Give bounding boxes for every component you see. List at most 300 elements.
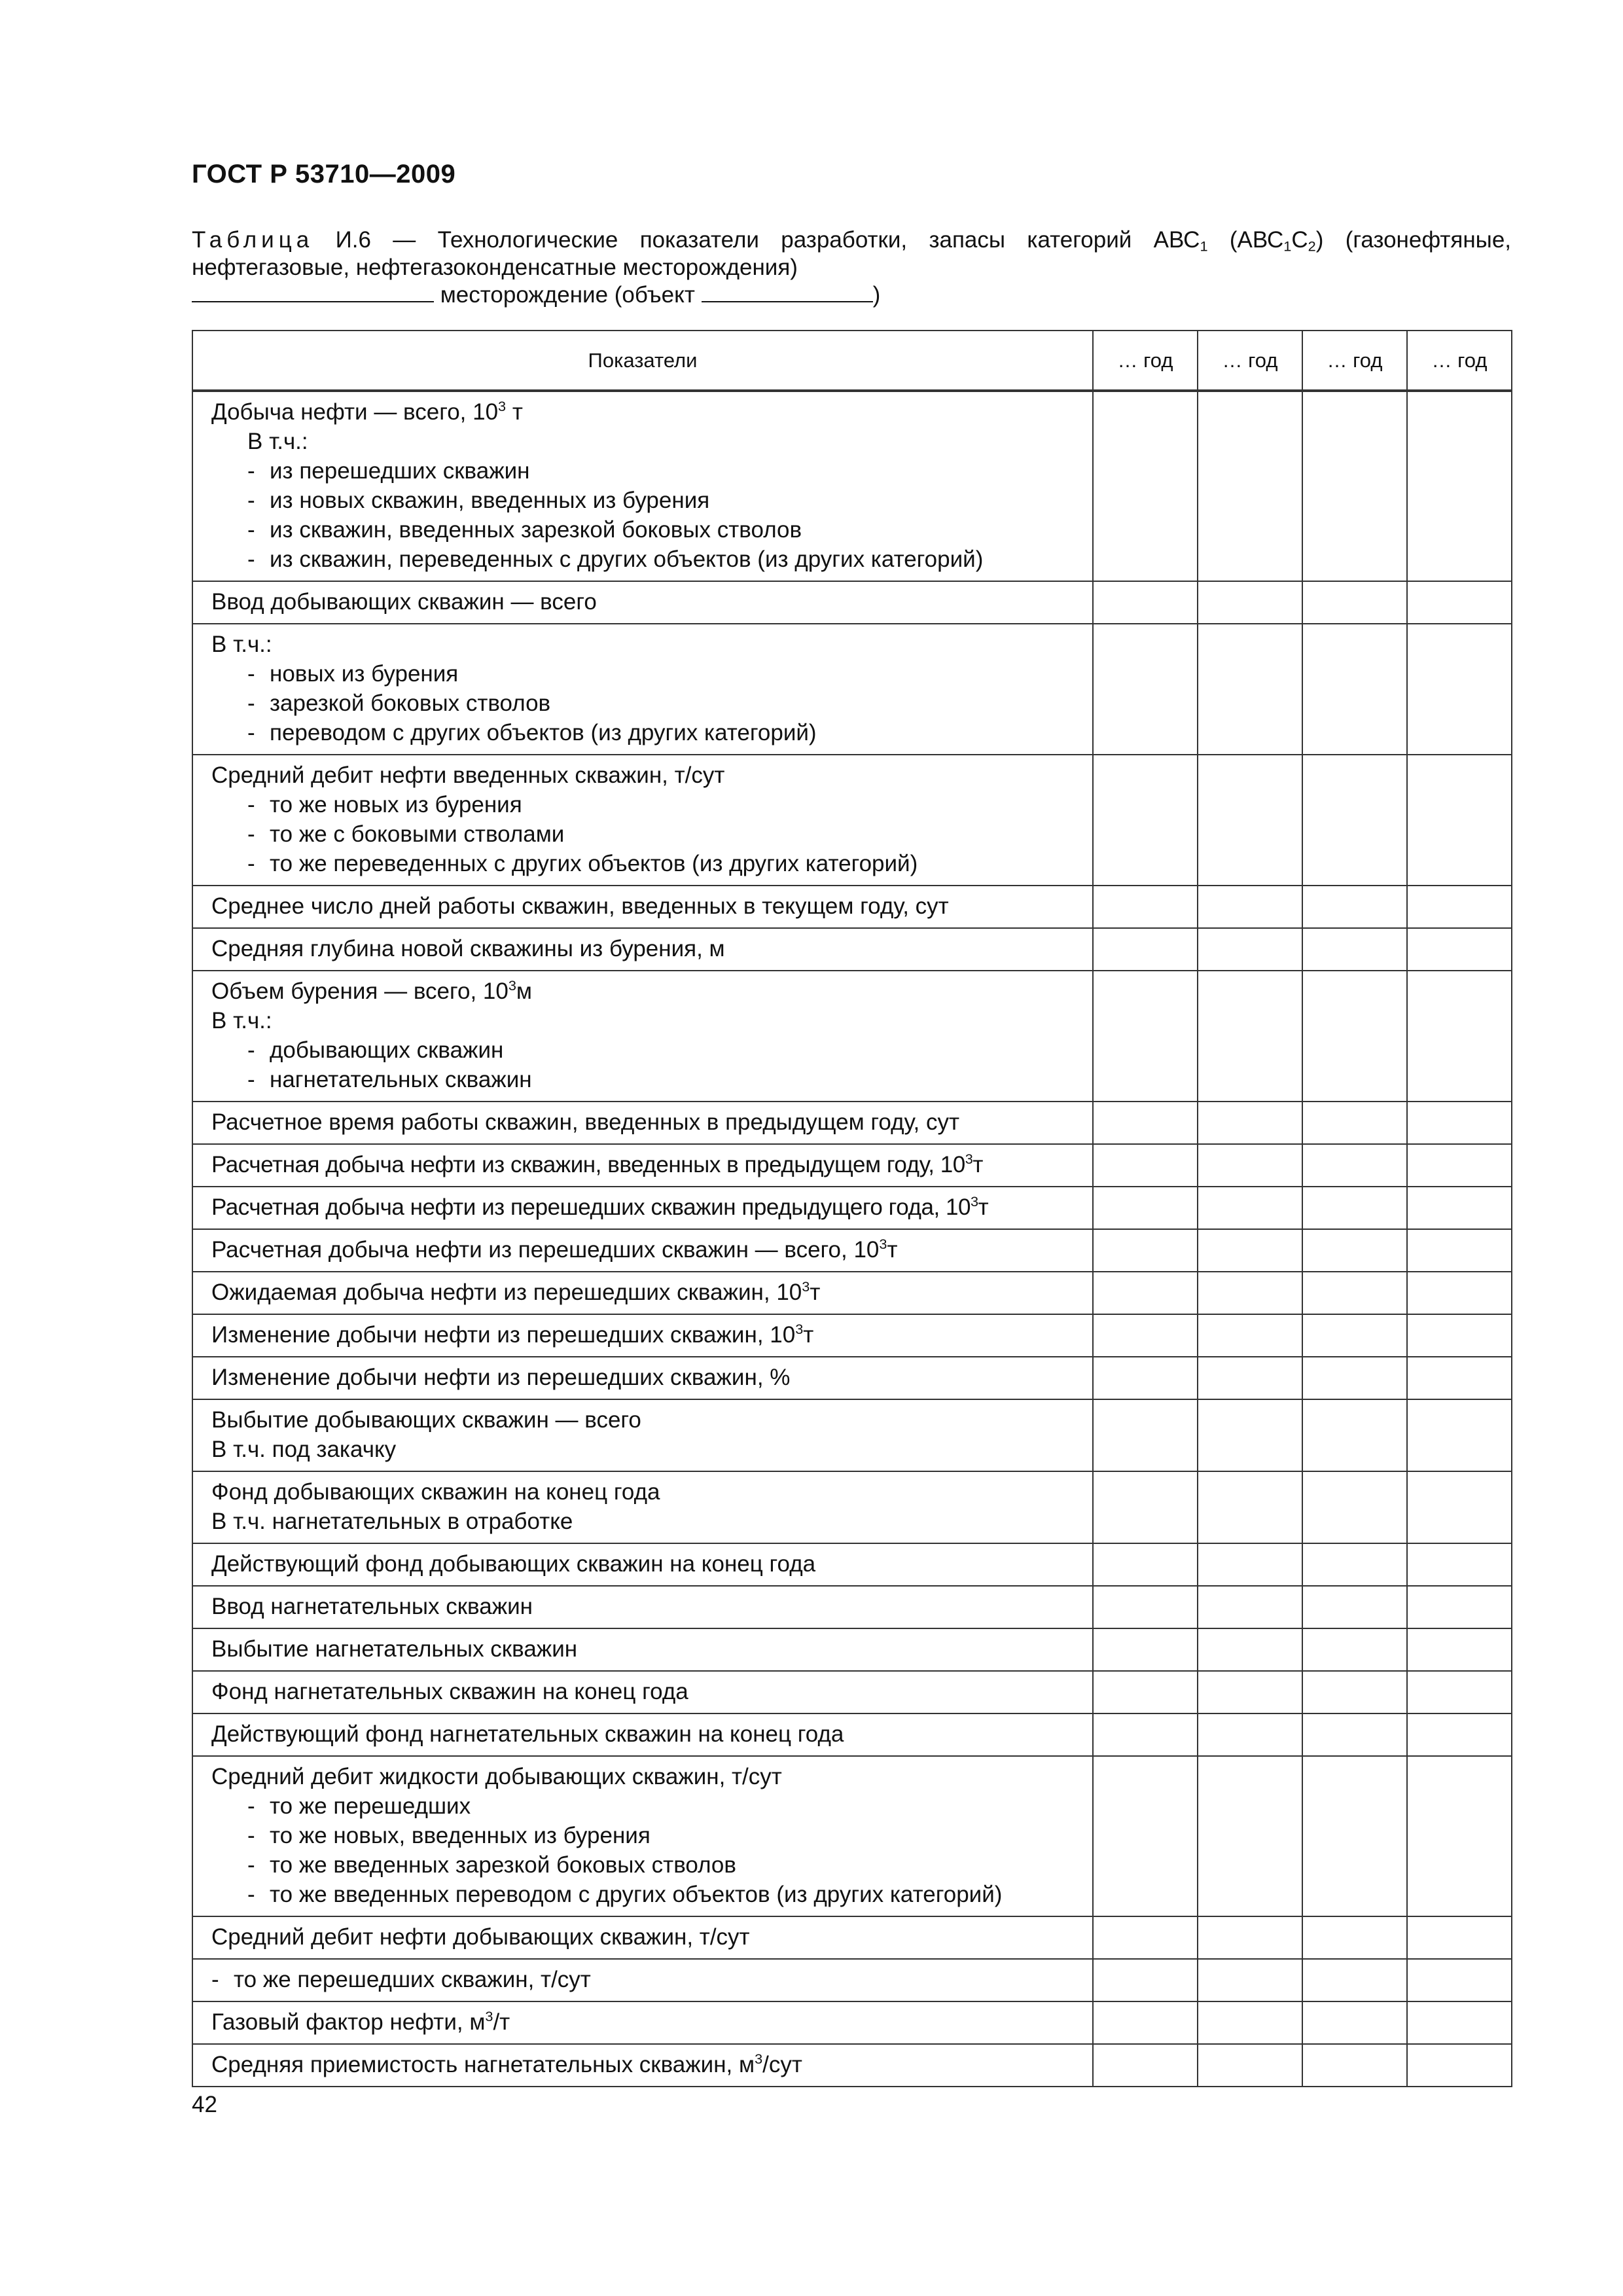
year-value-cell-2[interactable] xyxy=(1198,2001,1302,2044)
indicator-line xyxy=(211,1762,1092,1791)
year-value-cell-3[interactable] xyxy=(1302,2001,1407,2044)
year-value-cell-2[interactable] xyxy=(1198,1229,1302,1272)
indicator-line-text: из скважин, переведенных с других объектов (из других категорий) xyxy=(270,547,984,572)
indicator-cell xyxy=(192,1959,1093,2001)
year-value-cell-4[interactable] xyxy=(1407,1357,1512,1399)
indicator-line xyxy=(211,1150,1092,1179)
indicator-text xyxy=(193,1102,1092,1143)
table-row xyxy=(192,1471,1512,1543)
caption-field-label: месторождение (объект xyxy=(440,282,695,308)
table-row xyxy=(192,1586,1512,1628)
year-value-cell-1[interactable] xyxy=(1093,2001,1198,2044)
indicator-text xyxy=(193,624,1092,754)
indicator-line-text: то же переведенных с других объектов (из других категорий) xyxy=(270,851,918,876)
unit-suffix: /сут xyxy=(762,2052,802,2077)
indicator-cell xyxy=(192,581,1093,624)
year-value-cell-1[interactable] xyxy=(1093,1314,1198,1357)
year-value-cell-2[interactable] xyxy=(1198,1357,1302,1399)
year-value-cell-4[interactable] xyxy=(1407,971,1512,1102)
year-value-cell-4[interactable] xyxy=(1407,1543,1512,1586)
year-value-cell-2[interactable] xyxy=(1198,1543,1302,1586)
year-value-cell-1[interactable] xyxy=(1093,1102,1198,1144)
indicator-line xyxy=(211,761,1092,790)
year-value-cell-3[interactable] xyxy=(1302,886,1407,928)
year-value-cell-4[interactable] xyxy=(1407,391,1512,581)
indicator-line-text: В т.ч.: xyxy=(247,429,308,454)
caption-sub-1: 1 xyxy=(1200,238,1208,255)
year-value-cell-2[interactable] xyxy=(1198,1959,1302,2001)
year-value-cell-3[interactable] xyxy=(1302,2044,1407,2087)
object-name-blank[interactable] xyxy=(702,281,873,302)
unit-superscript: 3 xyxy=(498,397,507,414)
year-value-cell-2[interactable] xyxy=(1198,391,1302,581)
year-value-cell-3[interactable] xyxy=(1302,1543,1407,1586)
indicator-line-text: В т.ч. нагнетательных в отработке xyxy=(211,1509,573,1534)
indicator-line-text: В т.ч.: xyxy=(211,632,272,657)
year-value-cell-4[interactable] xyxy=(1407,1102,1512,1144)
year-value-cell-3[interactable] xyxy=(1302,391,1407,581)
indicator-line xyxy=(211,456,1092,486)
year-value-cell-3[interactable] xyxy=(1302,1357,1407,1399)
year-value-cell-4[interactable] xyxy=(1407,1471,1512,1543)
indicator-line xyxy=(211,486,1092,515)
indicator-cell xyxy=(192,1144,1093,1187)
year-value-cell-1[interactable] xyxy=(1093,2044,1198,2087)
table-row xyxy=(192,1187,1512,1229)
year-value-cell-4[interactable] xyxy=(1407,1713,1512,1756)
indicator-line xyxy=(211,515,1092,545)
indicator-cell xyxy=(192,1471,1093,1543)
table-row xyxy=(192,971,1512,1102)
year-value-cell-3[interactable] xyxy=(1302,1102,1407,1144)
indicator-line xyxy=(211,1363,1092,1392)
unit-suffix: /т xyxy=(493,2009,510,2035)
year-value-cell-3[interactable] xyxy=(1302,1586,1407,1628)
year-value-cell-2[interactable] xyxy=(1198,1102,1302,1144)
indicators-table xyxy=(192,330,1512,2087)
indicator-line-text: В т.ч.: xyxy=(211,1008,272,1033)
indicator-text xyxy=(193,1272,1092,1314)
table-row xyxy=(192,1102,1512,1144)
year-value-cell-1[interactable] xyxy=(1093,391,1198,581)
indicator-line xyxy=(211,1922,1092,1952)
unit-superscript: 3 xyxy=(965,1150,973,1167)
table-row xyxy=(192,1543,1512,1586)
indicator-line-text: зарезкой боковых стволов xyxy=(270,691,551,716)
unit-superscript: 3 xyxy=(485,2007,493,2024)
indicator-line xyxy=(211,891,1092,921)
indicator-line-text: Среднее число дней работы скважин, введенных в текущем году, сут xyxy=(211,893,949,919)
column-header-year-2: … год xyxy=(1198,331,1302,391)
indicator-text xyxy=(193,1672,1092,1713)
table-row xyxy=(192,1357,1512,1399)
year-value-cell-4[interactable] xyxy=(1407,1756,1512,1916)
year-value-cell-2[interactable] xyxy=(1198,1144,1302,1187)
indicator-text xyxy=(193,1400,1092,1471)
indicator-line-text: из новых скважин, введенных из бурения xyxy=(270,488,710,513)
table-row xyxy=(192,1713,1512,1756)
year-value-cell-1[interactable] xyxy=(1093,1229,1198,1272)
indicator-text xyxy=(193,1917,1092,1958)
indicator-line xyxy=(211,2007,1092,2037)
indicator-text xyxy=(193,1757,1092,1916)
indicator-line xyxy=(211,1677,1092,1706)
year-value-cell-4[interactable] xyxy=(1407,2001,1512,2044)
year-value-cell-3[interactable] xyxy=(1302,1272,1407,1314)
page-number: 42 xyxy=(192,2092,217,2117)
indicator-line-text: из скважин, введенных зарезкой боковых стволов xyxy=(270,517,802,543)
year-value-cell-3[interactable] xyxy=(1302,1187,1407,1229)
unit-superscript: 3 xyxy=(795,1320,804,1337)
year-value-cell-3[interactable] xyxy=(1302,1399,1407,1471)
indicator-text xyxy=(193,1230,1092,1271)
indicator-line xyxy=(211,977,1092,1006)
indicator-cell xyxy=(192,1102,1093,1144)
indicator-line xyxy=(211,689,1092,718)
year-value-cell-4[interactable] xyxy=(1407,581,1512,624)
unit-suffix: т xyxy=(803,1322,814,1348)
indicator-cell xyxy=(192,1628,1093,1671)
indicator-cell xyxy=(192,1272,1093,1314)
indicator-line-text: переводом с других объектов (из других категорий) xyxy=(270,720,817,745)
indicator-cell xyxy=(192,928,1093,971)
indicator-text xyxy=(193,929,1092,970)
year-value-cell-3[interactable] xyxy=(1302,1959,1407,2001)
year-value-cell-1[interactable] xyxy=(1093,1628,1198,1671)
indicator-cell xyxy=(192,1187,1093,1229)
year-value-cell-2[interactable] xyxy=(1198,1756,1302,1916)
indicator-line xyxy=(211,1035,1092,1065)
indicator-line-text: Средний дебит нефти введенных скважин, т/сут xyxy=(211,762,725,788)
year-value-cell-3[interactable] xyxy=(1302,971,1407,1102)
year-value-cell-3[interactable] xyxy=(1302,755,1407,886)
indicator-text xyxy=(193,1587,1092,1628)
indicator-line xyxy=(211,1477,1092,1507)
table-row xyxy=(192,755,1512,886)
year-value-cell-1[interactable] xyxy=(1093,1756,1198,1916)
indicator-text xyxy=(193,1357,1092,1399)
unit-suffix: м xyxy=(516,978,532,1004)
indicator-line-text: то же перешедших xyxy=(270,1793,471,1819)
year-value-cell-1[interactable] xyxy=(1093,1543,1198,1586)
indicator-text xyxy=(193,1629,1092,1670)
year-value-cell-3[interactable] xyxy=(1302,1144,1407,1187)
document-code: ГОСТ Р 53710—2009 xyxy=(192,160,456,188)
indicator-line-text: то же введенных зарезкой боковых стволов xyxy=(270,1852,736,1878)
indicator-line-text: Средняя приемистость нагнетательных скважин, м xyxy=(211,2052,755,2077)
year-value-cell-2[interactable] xyxy=(1198,1671,1302,1713)
table-row xyxy=(192,1756,1512,1916)
indicator-line-text: Ожидаемая добыча нефти из перешедших скважин, 10 xyxy=(211,1280,802,1305)
year-value-cell-3[interactable] xyxy=(1302,1713,1407,1756)
indicator-cell xyxy=(192,1357,1093,1399)
year-value-cell-1[interactable] xyxy=(1093,886,1198,928)
indicator-cell xyxy=(192,886,1093,928)
indicator-cell xyxy=(192,2001,1093,2044)
indicator-line xyxy=(211,1965,1092,1994)
year-value-cell-2[interactable] xyxy=(1198,1272,1302,1314)
table-row xyxy=(192,1314,1512,1357)
year-value-cell-1[interactable] xyxy=(1093,1671,1198,1713)
indicator-cell xyxy=(192,1399,1093,1471)
indicator-cell xyxy=(192,755,1093,886)
indicator-line xyxy=(211,790,1092,819)
year-value-cell-1[interactable] xyxy=(1093,971,1198,1102)
year-value-cell-1[interactable] xyxy=(1093,1144,1198,1187)
column-header-year-1: … год xyxy=(1093,331,1198,391)
indicator-line-text: Средняя глубина новой скважины из бурения, м xyxy=(211,936,725,961)
indicator-line xyxy=(211,1549,1092,1579)
indicator-cell xyxy=(192,2044,1093,2087)
indicator-line-text: добывающих скважин xyxy=(270,1037,504,1063)
year-value-cell-3[interactable] xyxy=(1302,1314,1407,1357)
year-value-cell-1[interactable] xyxy=(1093,1586,1198,1628)
indicator-line xyxy=(211,934,1092,963)
indicator-line-text: из перешедших скважин xyxy=(270,458,530,484)
table-header-row xyxy=(192,331,1512,391)
year-value-cell-2[interactable] xyxy=(1198,886,1302,928)
indicator-line-text: Средний дебит жидкости добывающих скважин, т/сут xyxy=(211,1764,782,1789)
indicator-cell xyxy=(192,1586,1093,1628)
indicator-line-text: Расчетная добыча нефти из перешедших скважин предыдущего года, 10 xyxy=(211,1194,971,1220)
indicator-line-text: Объем бурения — всего, 10 xyxy=(211,978,508,1004)
indicator-line-text: Ввод добывающих скважин — всего xyxy=(211,589,597,615)
indicator-cell xyxy=(192,1314,1093,1357)
year-value-cell-1[interactable] xyxy=(1093,1471,1198,1543)
indicator-text xyxy=(193,1714,1092,1755)
table-row xyxy=(192,1916,1512,1959)
year-value-cell-1[interactable] xyxy=(1093,581,1198,624)
year-value-cell-4[interactable] xyxy=(1407,2044,1512,2087)
indicator-cell xyxy=(192,391,1093,581)
year-value-cell-2[interactable] xyxy=(1198,971,1302,1102)
indicator-text xyxy=(193,886,1092,927)
indicator-line-text: Расчетная добыча нефти из скважин, введенных в предыдущем году, 10 xyxy=(211,1152,965,1177)
indicator-line xyxy=(211,1719,1092,1749)
year-value-cell-2[interactable] xyxy=(1198,928,1302,971)
unit-superscript: 3 xyxy=(755,2050,763,2067)
year-value-cell-4[interactable] xyxy=(1407,1187,1512,1229)
indicator-line xyxy=(211,849,1092,878)
caption-title-d: ) (газонефтяные, xyxy=(1315,227,1512,253)
indicator-line xyxy=(211,1791,1092,1821)
indicator-text xyxy=(193,1187,1092,1229)
year-value-cell-3[interactable] xyxy=(1302,928,1407,971)
indicator-cell xyxy=(192,1713,1093,1756)
year-value-cell-4[interactable] xyxy=(1407,1229,1512,1272)
year-value-cell-2[interactable] xyxy=(1198,1471,1302,1543)
column-header-year-4: … год xyxy=(1407,331,1512,391)
indicator-cell xyxy=(192,624,1093,755)
indicator-line xyxy=(211,545,1092,574)
indicator-line xyxy=(211,1634,1092,1664)
indicator-line-text: В т.ч. под закачку xyxy=(211,1437,397,1462)
table-row xyxy=(192,1671,1512,1713)
year-value-cell-3[interactable] xyxy=(1302,1471,1407,1543)
indicator-line-text: Выбытие добывающих скважин — всего xyxy=(211,1407,641,1433)
indicator-line-text: Действующий фонд добывающих скважин на конец года xyxy=(211,1551,816,1577)
indicator-line-text: Газовый фактор нефти, м xyxy=(211,2009,486,2035)
year-value-cell-4[interactable] xyxy=(1407,1272,1512,1314)
column-header-year-3: … год xyxy=(1302,331,1407,391)
indicator-line xyxy=(211,587,1092,617)
year-value-cell-1[interactable] xyxy=(1093,1272,1198,1314)
unit-suffix: т xyxy=(887,1237,898,1263)
year-value-cell-1[interactable] xyxy=(1093,1187,1198,1229)
indicator-text xyxy=(193,2002,1092,2043)
year-value-cell-1[interactable] xyxy=(1093,755,1198,886)
indicator-line xyxy=(211,1880,1092,1909)
indicator-line-text: Действующий фонд нагнетательных скважин на конец года xyxy=(211,1721,844,1747)
indicator-line-text: Добыча нефти — всего, 10 xyxy=(211,399,499,425)
indicator-cell xyxy=(192,1916,1093,1959)
year-value-cell-4[interactable] xyxy=(1407,1586,1512,1628)
indicator-line xyxy=(211,1592,1092,1621)
year-value-cell-4[interactable] xyxy=(1407,755,1512,886)
year-value-cell-4[interactable] xyxy=(1407,886,1512,928)
year-value-cell-3[interactable] xyxy=(1302,1229,1407,1272)
unit-superscript: 3 xyxy=(971,1193,978,1210)
year-value-cell-4[interactable] xyxy=(1407,1314,1512,1357)
indicator-text xyxy=(193,392,1092,581)
field-name-blank[interactable] xyxy=(192,281,434,302)
indicator-line-text: новых из бурения xyxy=(270,661,459,687)
indicator-text xyxy=(193,1544,1092,1585)
caption-line-3 xyxy=(192,281,1511,309)
table-row xyxy=(192,1628,1512,1671)
table-row xyxy=(192,624,1512,755)
unit-suffix: т xyxy=(810,1280,821,1305)
caption-title-a: — Технологические показатели разработки, запасы категорий АВС xyxy=(393,227,1200,253)
year-value-cell-4[interactable] xyxy=(1407,624,1512,755)
table-row xyxy=(192,581,1512,624)
year-value-cell-1[interactable] xyxy=(1093,1713,1198,1756)
indicator-line xyxy=(211,1850,1092,1880)
indicator-text xyxy=(193,1145,1092,1186)
table-row xyxy=(192,2044,1512,2087)
table-row xyxy=(192,1229,1512,1272)
indicator-line-text: то же с боковыми стволами xyxy=(270,821,565,847)
indicator-text xyxy=(193,755,1092,885)
year-value-cell-4[interactable] xyxy=(1407,1959,1512,2001)
unit-suffix: т xyxy=(972,1152,983,1177)
indicator-cell xyxy=(192,1229,1093,1272)
indicator-line xyxy=(211,819,1092,849)
year-value-cell-1[interactable] xyxy=(1093,1959,1198,2001)
year-value-cell-3[interactable] xyxy=(1302,1671,1407,1713)
table-body xyxy=(192,391,1512,2087)
year-value-cell-2[interactable] xyxy=(1198,1713,1302,1756)
indicator-line xyxy=(211,2050,1092,2079)
unit-superscript: 3 xyxy=(508,977,516,994)
year-value-cell-2[interactable] xyxy=(1198,2044,1302,2087)
indicator-line xyxy=(211,718,1092,747)
year-value-cell-2[interactable] xyxy=(1198,1314,1302,1357)
year-value-cell-2[interactable] xyxy=(1198,1187,1302,1229)
year-value-cell-4[interactable] xyxy=(1407,928,1512,971)
indicator-line xyxy=(211,1320,1092,1350)
year-value-cell-2[interactable] xyxy=(1198,1916,1302,1959)
year-value-cell-1[interactable] xyxy=(1093,1916,1198,1959)
year-value-cell-4[interactable] xyxy=(1407,1628,1512,1671)
unit-suffix: т xyxy=(978,1194,989,1220)
caption-sub-2: 1 xyxy=(1283,238,1292,255)
caption-sub-3: 2 xyxy=(1308,238,1316,255)
caption-table-number: И.6 xyxy=(335,227,371,253)
year-value-cell-1[interactable] xyxy=(1093,1357,1198,1399)
indicator-text xyxy=(193,1472,1092,1543)
indicator-line xyxy=(211,427,1092,456)
indicator-line xyxy=(211,1235,1092,1265)
indicator-line-text: нагнетательных скважин xyxy=(270,1067,532,1092)
caption-title-c: С xyxy=(1291,227,1308,253)
year-value-cell-3[interactable] xyxy=(1302,1756,1407,1916)
unit-suffix: т xyxy=(506,399,523,425)
indicator-line-text: то же введенных переводом с других объектов (из других категорий) xyxy=(270,1882,1003,1907)
indicator-line-text: Изменение добычи нефти из перешедших скважин, % xyxy=(211,1365,791,1390)
unit-superscript: 3 xyxy=(802,1278,810,1295)
year-value-cell-4[interactable] xyxy=(1407,1916,1512,1959)
year-value-cell-2[interactable] xyxy=(1198,624,1302,755)
indicator-line-text: Изменение добычи нефти из перешедших скважин, 10 xyxy=(211,1322,796,1348)
indicator-cell xyxy=(192,1756,1093,1916)
indicator-text xyxy=(193,2045,1092,2086)
indicator-line xyxy=(211,1507,1092,1536)
table-row xyxy=(192,1959,1512,2001)
year-value-cell-3[interactable] xyxy=(1302,1628,1407,1671)
year-value-cell-2[interactable] xyxy=(1198,1628,1302,1671)
year-value-cell-2[interactable] xyxy=(1198,1399,1302,1471)
year-value-cell-1[interactable] xyxy=(1093,928,1198,971)
year-value-cell-2[interactable] xyxy=(1198,1586,1302,1628)
table-row xyxy=(192,1144,1512,1187)
year-value-cell-1[interactable] xyxy=(1093,624,1198,755)
caption-title-b: (АВС xyxy=(1207,227,1284,253)
table-row xyxy=(192,886,1512,928)
indicator-cell xyxy=(192,1543,1093,1586)
indicator-text xyxy=(193,1315,1092,1356)
indicator-line xyxy=(211,1821,1092,1850)
year-value-cell-2[interactable] xyxy=(1198,755,1302,886)
table-row xyxy=(192,2001,1512,2044)
year-value-cell-4[interactable] xyxy=(1407,1671,1512,1713)
column-header-indicators: Показатели xyxy=(192,331,1093,391)
table-caption xyxy=(192,226,1511,309)
table-row xyxy=(192,928,1512,971)
year-value-cell-3[interactable] xyxy=(1302,624,1407,755)
year-value-cell-4[interactable] xyxy=(1407,1144,1512,1187)
indicator-line-text: то же перешедших скважин, т/сут xyxy=(234,1967,591,1992)
indicator-line xyxy=(211,397,1092,427)
indicator-line-text: то же новых из бурения xyxy=(270,792,522,817)
indicator-cell xyxy=(192,971,1093,1102)
year-value-cell-3[interactable] xyxy=(1302,581,1407,624)
year-value-cell-3[interactable] xyxy=(1302,1916,1407,1959)
year-value-cell-4[interactable] xyxy=(1407,1399,1512,1471)
year-value-cell-2[interactable] xyxy=(1198,581,1302,624)
caption-line-1 xyxy=(192,226,1511,254)
year-value-cell-1[interactable] xyxy=(1093,1399,1198,1471)
table-row xyxy=(192,391,1512,581)
indicator-text xyxy=(193,1960,1092,2001)
unit-superscript: 3 xyxy=(879,1235,887,1252)
indicator-line-text: Фонд добывающих скважин на конец года xyxy=(211,1479,660,1505)
indicator-line xyxy=(211,659,1092,689)
indicator-cell xyxy=(192,1671,1093,1713)
caption-table-word: Таблица xyxy=(192,227,314,253)
caption-line-2: нефтегазовые, нефтегазоконденсатные месторождения) xyxy=(192,255,798,280)
indicator-line xyxy=(211,1278,1092,1307)
